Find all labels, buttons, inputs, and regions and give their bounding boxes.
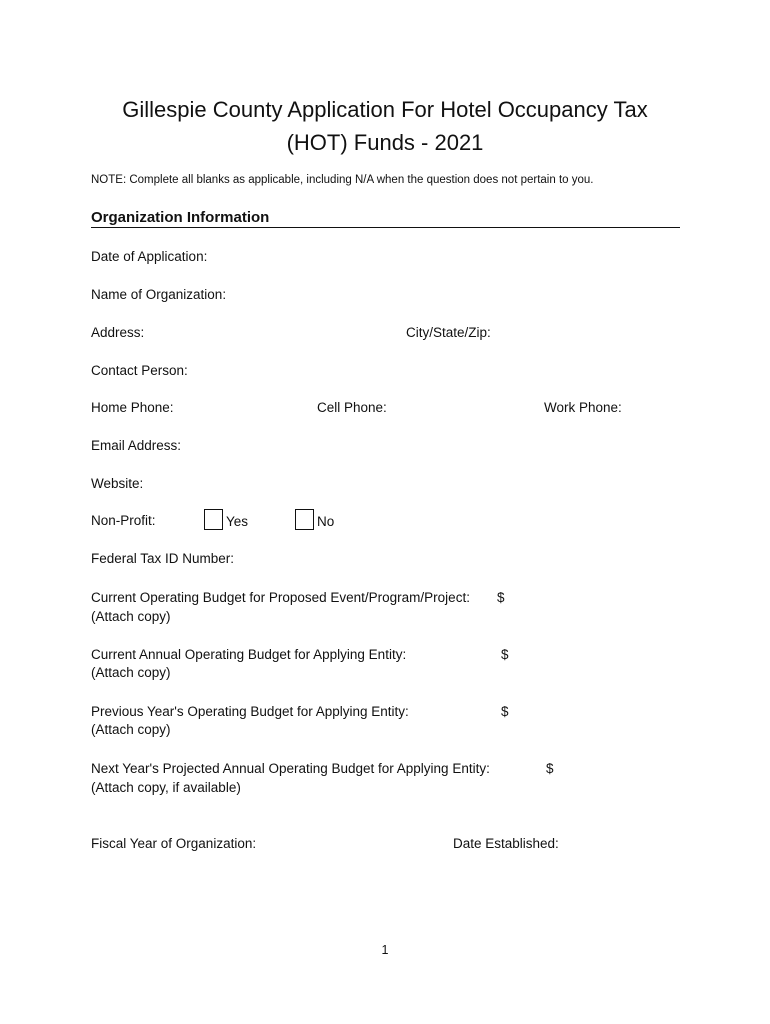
title-line-1: Gillespie County Application For Hotel Occupancy Tax bbox=[122, 97, 648, 122]
next-year-budget-label: Next Year's Projected Annual Operating Budget for Applying Entity: bbox=[91, 761, 490, 776]
work-phone-label: Work Phone: bbox=[544, 400, 622, 415]
current-annual-budget-note: (Attach copy) bbox=[91, 665, 171, 680]
email-address-label: Email Address: bbox=[91, 438, 182, 453]
previous-year-budget-label: Previous Year's Operating Budget for Applying Entity: bbox=[91, 704, 409, 719]
non-profit-no-checkbox[interactable] bbox=[295, 509, 314, 530]
current-annual-budget-dollar: $ bbox=[501, 647, 509, 662]
next-year-budget-note: (Attach copy, if available) bbox=[91, 780, 241, 795]
home-phone-label: Home Phone: bbox=[91, 400, 174, 415]
section-heading-organization-information: Organization Information bbox=[91, 209, 680, 228]
next-year-budget-dollar: $ bbox=[546, 761, 554, 776]
fiscal-year-label: Fiscal Year of Organization: bbox=[91, 836, 257, 851]
current-operating-budget-note: (Attach copy) bbox=[91, 609, 171, 624]
page-title bbox=[0, 93, 770, 159]
city-state-zip-label: City/State/Zip: bbox=[406, 325, 491, 340]
title-line-2: (HOT) Funds - 2021 bbox=[286, 130, 484, 155]
non-profit-no-label: No bbox=[317, 514, 335, 529]
federal-tax-id-label: Federal Tax ID Number: bbox=[91, 551, 235, 566]
date-of-application-label: Date of Application: bbox=[91, 249, 208, 264]
name-of-organization-label: Name of Organization: bbox=[91, 287, 227, 302]
website-label: Website: bbox=[91, 476, 144, 491]
non-profit-yes-checkbox[interactable] bbox=[204, 509, 223, 530]
current-annual-budget-label: Current Annual Operating Budget for Applying Entity: bbox=[91, 647, 407, 662]
instruction-note: NOTE: Complete all blanks as applicable, including N/A when the question does not pertain to you. bbox=[91, 174, 594, 186]
non-profit-label: Non-Profit: bbox=[91, 513, 156, 528]
non-profit-yes-label: Yes bbox=[226, 514, 249, 529]
current-operating-budget-dollar: $ bbox=[497, 590, 505, 605]
previous-year-budget-note: (Attach copy) bbox=[91, 722, 171, 737]
contact-person-label: Contact Person: bbox=[91, 363, 188, 378]
cell-phone-label: Cell Phone: bbox=[317, 400, 387, 415]
page-number: 1 bbox=[381, 943, 389, 957]
current-operating-budget-label: Current Operating Budget for Proposed Event/Program/Project: bbox=[91, 590, 470, 605]
previous-year-budget-dollar: $ bbox=[501, 704, 509, 719]
date-established-label: Date Established: bbox=[453, 836, 559, 851]
address-label: Address: bbox=[91, 325, 145, 340]
